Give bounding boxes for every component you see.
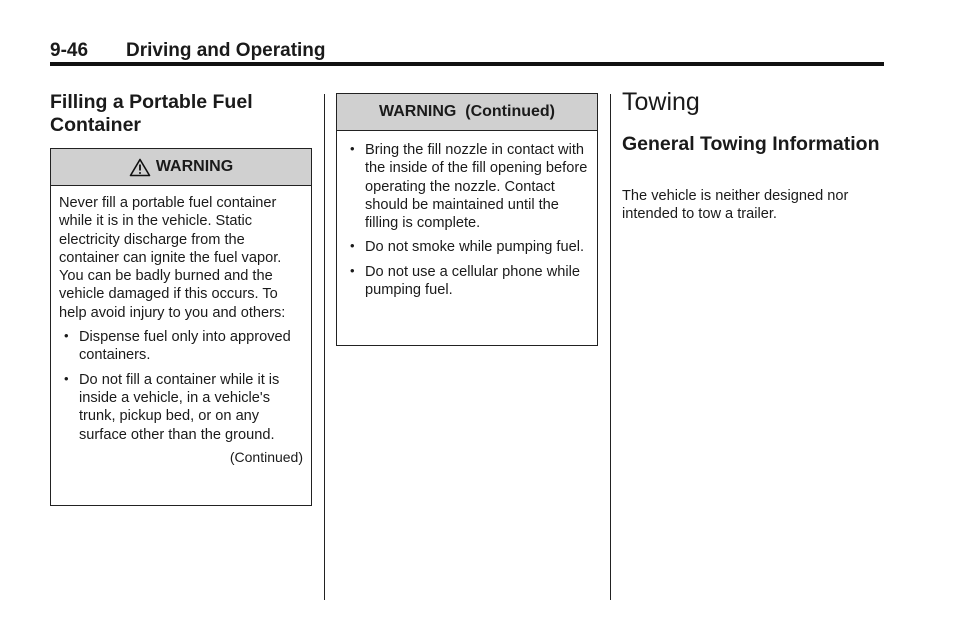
page-number: 9-46 bbox=[50, 40, 89, 61]
list-item: • Do not fill a container while it is inside a vehicle, in a vehicle's trunk, pickup bed, or on any surface other than the ground. bbox=[51, 371, 303, 444]
heading-filling-container: Filling a Portable Fuel Container bbox=[50, 91, 253, 136]
column-divider-2 bbox=[610, 94, 611, 600]
warning-continued-label: WARNING (Continued) bbox=[379, 103, 555, 120]
warning-continued-header bbox=[337, 94, 597, 131]
warning-triangle-icon bbox=[129, 158, 151, 177]
warning-intro: Never fill a portable fuel container while it is in the vehicle. Static electricity discharge from the container can ignite the fuel vapor. You can be badly burned and the vehicle damaged if this occurs. To help avoid injury to you and others: bbox=[59, 195, 286, 321]
warning-label: WARNING bbox=[155, 158, 234, 175]
heading-general-towing: General Towing Information bbox=[622, 133, 880, 155]
column-divider-1 bbox=[324, 94, 325, 600]
list-item: • Bring the fill nozzle in contact with the inside of the fill opening before operating the nozzle. Contact should be maintained until the filling is complete. bbox=[337, 141, 589, 232]
list-item: • Do not use a cellular phone while pumping fuel. bbox=[337, 263, 589, 300]
warning-box-2 bbox=[336, 93, 598, 346]
towing-title: Towing bbox=[622, 88, 700, 116]
towing-info-text: The vehicle is neither designed nor intended to tow a trailer. bbox=[622, 188, 849, 223]
list-item: • Dispense fuel only into approved containers. bbox=[51, 328, 303, 365]
header-rule bbox=[50, 62, 884, 66]
continued-note: (Continued) bbox=[229, 448, 303, 465]
warning-header bbox=[51, 149, 311, 186]
list-item: • Do not smoke while pumping fuel. bbox=[337, 238, 589, 256]
warning-box-1 bbox=[50, 148, 312, 506]
section-title: Driving and Operating bbox=[126, 40, 326, 61]
